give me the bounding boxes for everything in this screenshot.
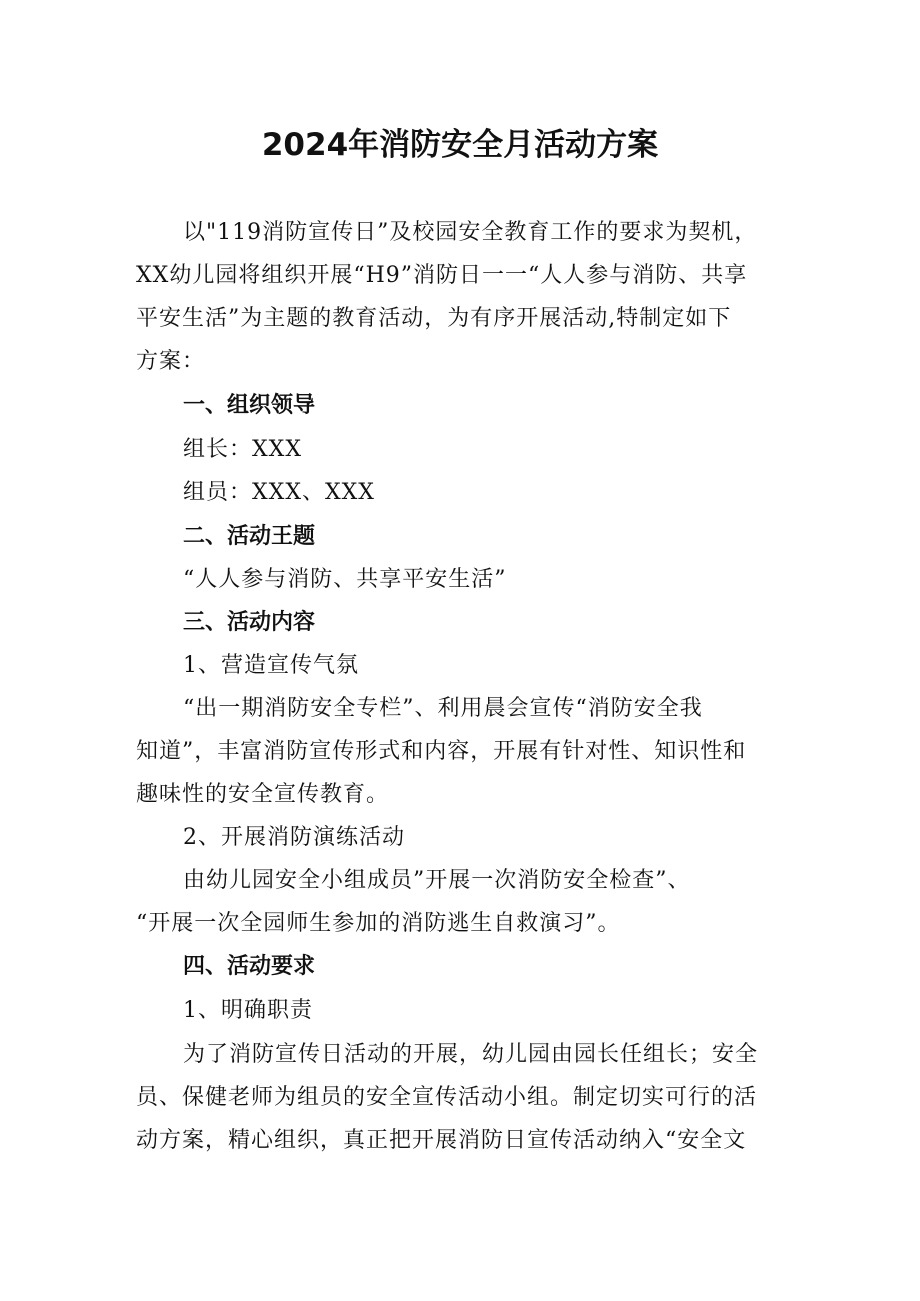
- paragraph-line: XX幼儿园将组织开展“H9”消防日一一“人人参与消防、共享: [136, 263, 748, 288]
- paragraph-line: 动方案，精心组织，真正把开展消防日宣传活动纳入“安全文: [136, 1128, 747, 1153]
- paragraph-line: 员、保健老师为组员的安全宣传活动小组。制定切实可行的活: [136, 1085, 758, 1110]
- section-heading-organization: 一、组织领导: [183, 393, 316, 418]
- section-heading-content: 三、活动内容: [183, 610, 316, 635]
- subsection-title: 2、开展消防演练活动: [183, 825, 405, 850]
- paragraph-line: 方案：: [136, 349, 206, 374]
- subsection-title: 1、明确职责: [183, 998, 313, 1023]
- paragraph-line: “开展一次全园师生参加的消防逃生自救演习”。: [136, 911, 621, 936]
- theme-text: “人人参与消防、共享平安生活”: [183, 567, 507, 592]
- section-heading-theme: 二、活动王题: [183, 524, 316, 549]
- group-leader-line: 组长：XXX: [183, 437, 302, 462]
- paragraph-line: 由幼儿园安全小组成员”开展一次消防安全检查”、: [183, 868, 691, 893]
- paragraph-line: 以"119消防宣传日”及校园安全教育工作的要求为契机，: [183, 220, 758, 245]
- paragraph-line: 知道”，丰富消防宣传形式和内容，开展有针对性、知识性和: [136, 739, 747, 764]
- paragraph-line: “出一期消防安全专栏”、利用晨会宣传“消防安全我: [183, 696, 703, 721]
- paragraph-line: 为了消防宣传日活动的开展，幼儿园由园长任组长；安全: [183, 1042, 759, 1067]
- document-title: 2024年消防安全月活动方案: [261, 127, 659, 163]
- group-members-line: 组员：XXX、XXX: [183, 480, 375, 505]
- section-heading-requirements: 四、活动要求: [183, 954, 316, 979]
- subsection-title: 1、营造宣传气氛: [183, 653, 359, 678]
- paragraph-line: 趣味性的安全宣传教育。: [136, 782, 390, 807]
- paragraph-line: 平安生活”为主题的教育活动，为有序开展活动,特制定如下: [136, 306, 732, 331]
